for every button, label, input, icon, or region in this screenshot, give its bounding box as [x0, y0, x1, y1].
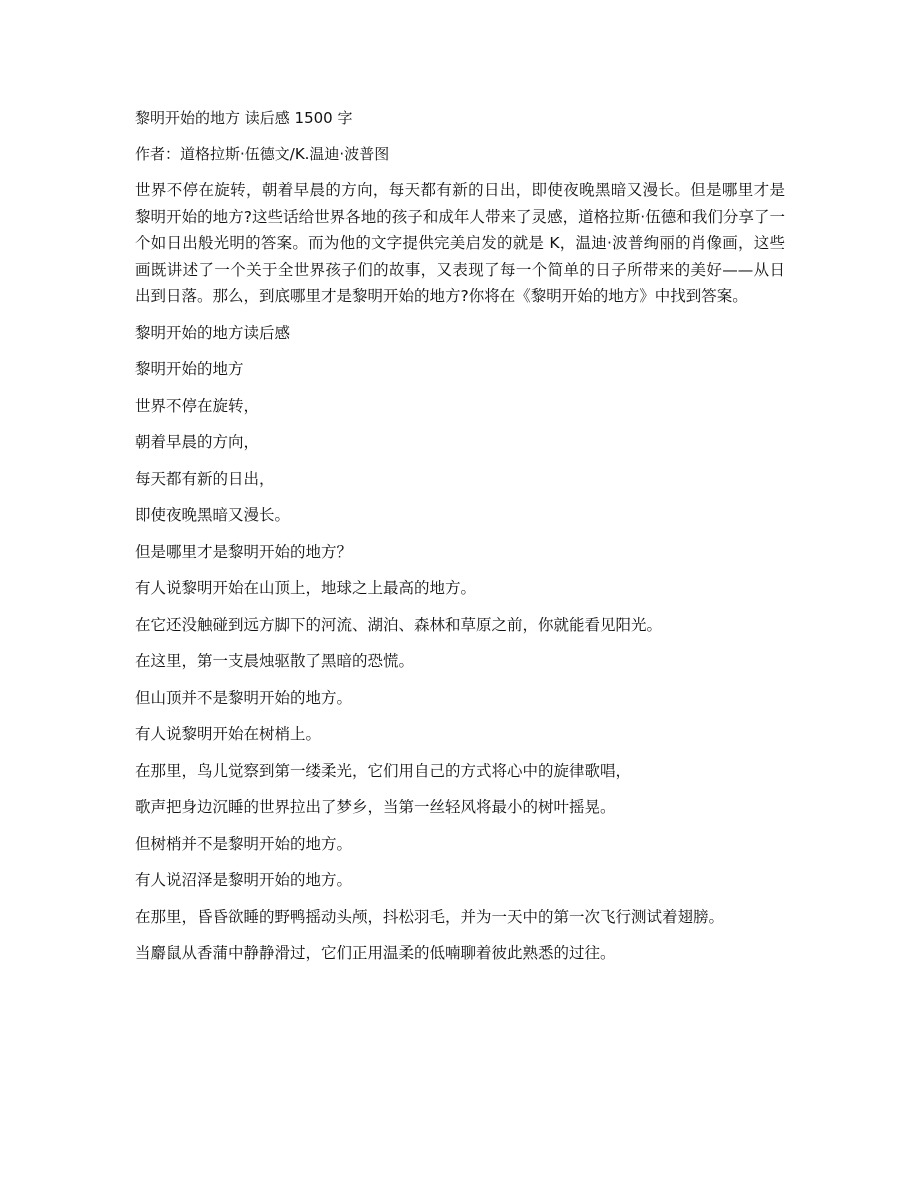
- text-line: 当麝鼠从香蒲中静静滑过，它们正用温柔的低喃聊着彼此熟悉的过往。: [135, 944, 616, 962]
- document-page: [135, 107, 785, 979]
- text-line: 黎明开始的地方: [135, 360, 244, 378]
- text-line: 有人说黎明开始在山顶上，地球之上最高的地方。: [135, 579, 477, 597]
- document-title: 黎明开始的地方 读后感 1500 字: [135, 109, 353, 127]
- text-line: 但树梢并不是黎明开始的地方。: [135, 834, 353, 853]
- text-line: 但是哪里才是黎明开始的地方？: [135, 542, 353, 561]
- text-line: 世界不停在旋转，: [135, 396, 260, 415]
- text-line: 歌声把身边沉睡的世界拉出了梦乡，当第一丝轻风将最小的树叶摇晃。: [135, 798, 616, 816]
- intro-paragraph: 世界不停在旋转，朝着早晨的方向，每天都有新的日出，即使夜晚黑暗又漫长。但是哪里才是黎明开始的地方?这些话给世界各地的孩子和成年人带来了灵感，道格拉斯·伍德和我们分享了一个如日出般光明的答案。而为他的文字提供完美启发的就是 K，温迪·波普绚丽的肖像画，这些画既讲述了一个关于全世界孩子们的故事，又表现了每一个简单的日子所带来的美好——从日出到日落。那么，到底哪里才是黎明开始的地方?你将在《黎明开始的地方》中找到答案。: [135, 181, 785, 305]
- poem-lines: [135, 322, 785, 965]
- text-line: 在它还没触碰到远方脚下的河流、湖泊、森林和草原之前，你就能看见阳光。: [135, 615, 663, 634]
- text-line: 但山顶并不是黎明开始的地方。: [135, 688, 353, 707]
- document-author: 作者：道格拉斯·伍德文/K.温迪·波普图: [135, 145, 390, 163]
- text-line: 朝着早晨的方向，: [135, 433, 260, 451]
- text-line: 黎明开始的地方读后感: [135, 323, 291, 342]
- text-line: 有人说黎明开始在树梢上。: [135, 725, 322, 743]
- text-line: 在这里，第一支晨烛驱散了黑暗的恐慌。: [135, 652, 415, 670]
- text-line: 有人说沼泽是黎明开始的地方。: [135, 871, 353, 889]
- text-line: 在那里，昏昏欲睡的野鸭摇动头颅，抖松羽毛，并为一天中的第一次飞行测试着翅膀。: [135, 907, 725, 926]
- text-line: 即使夜晚黑暗又漫长。: [135, 506, 291, 524]
- text-line: 每天都有新的日出，: [135, 469, 275, 488]
- text-line: 在那里，鸟儿觉察到第一缕柔光，它们用自己的方式将心中的旋律歌唱，: [135, 761, 632, 780]
